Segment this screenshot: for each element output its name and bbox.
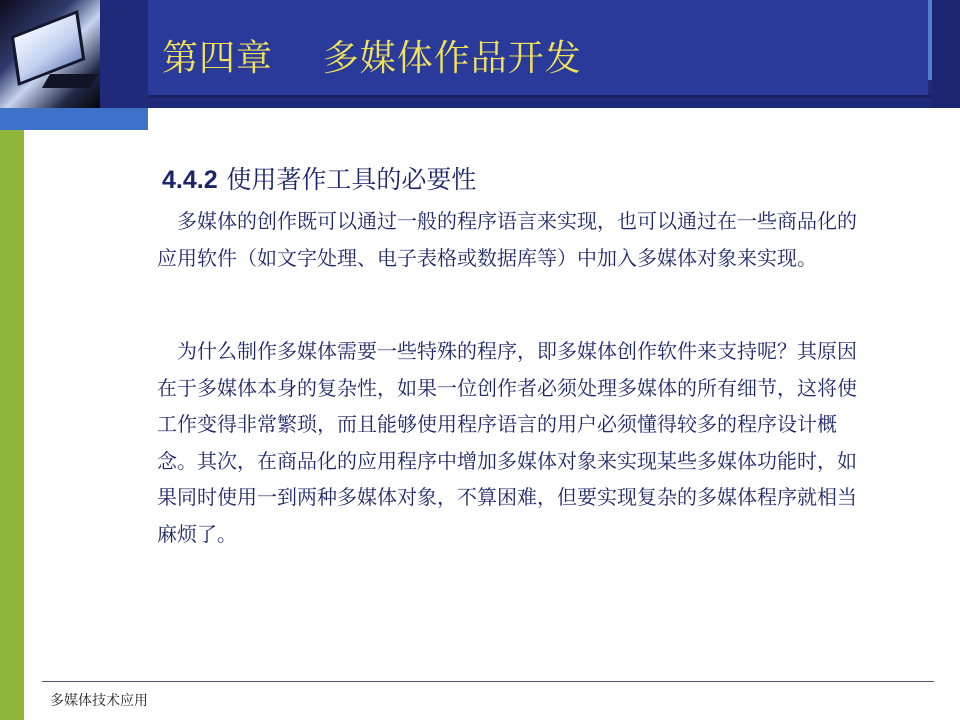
computer-monitor-image bbox=[0, 0, 100, 108]
header-right-stripe bbox=[932, 0, 960, 108]
section-heading bbox=[162, 160, 476, 196]
left-accent-bar-blue bbox=[0, 108, 148, 130]
footer-course-name: 多媒体技术应用 bbox=[50, 693, 148, 709]
footer-divider bbox=[42, 681, 934, 682]
monitor-stand-icon bbox=[42, 74, 98, 88]
body-paragraph: 多媒体的创作既可以通过一般的程序语言来实现，也可以通过在一些商品化的应用软件（如文字处理、电子表格或数据库等）中加入多媒体对象来实现。 bbox=[157, 209, 857, 270]
section-title: 使用著作工具的必要性 bbox=[226, 165, 477, 194]
left-accent-bar-green bbox=[0, 130, 24, 720]
header-divider bbox=[148, 95, 932, 98]
section-number: 4.4.2 bbox=[162, 166, 218, 194]
body-paragraph: 为什么制作多媒体需要一些特殊的程序，即多媒体创作软件来支持呢？其原因在于多媒体本身的复杂性，如果一位创作者必须处理多媒体的所有细节，这将使工作变得非常繁琐，而且能够使用程序语言的用户必须懂得较多的程序设计概念。其次，在商品化的应用程序中增加多媒体对象来实现某些多媒体功能时，如果同时使用一到两种多媒体对象，不算困难，但要实现复杂的多媒体程序就相当麻烦了。 bbox=[157, 339, 857, 546]
chapter-title: 第四章 多媒体作品开发 bbox=[162, 38, 582, 79]
